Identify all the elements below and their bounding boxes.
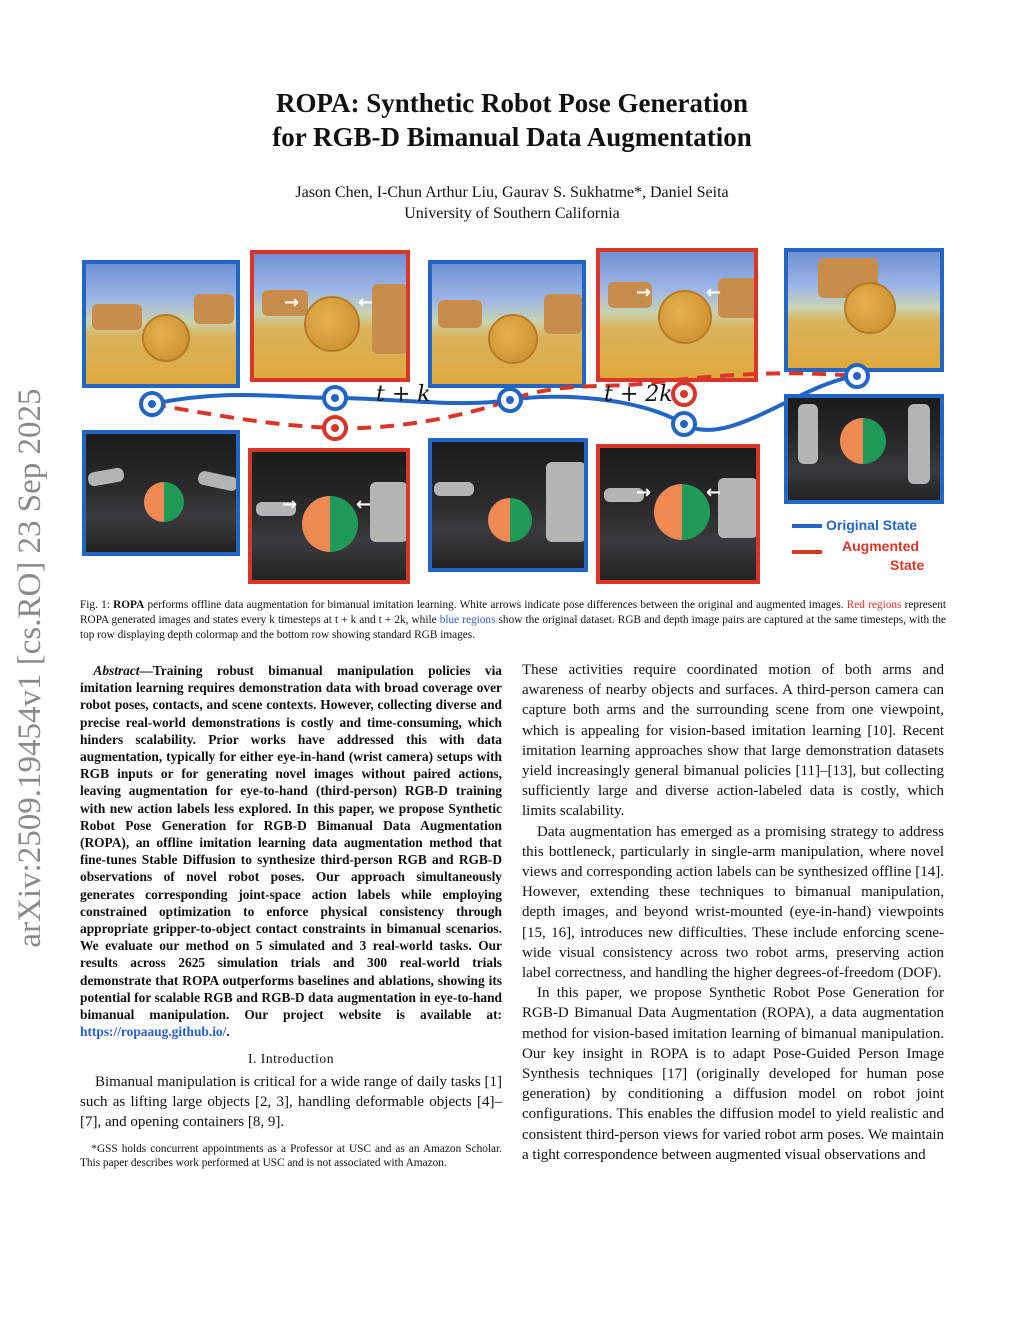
section-heading-introduction: I. Introduction bbox=[247, 1051, 335, 1067]
arrow-right-icon: → bbox=[636, 482, 652, 503]
caption-red-regions: Red regions bbox=[846, 599, 902, 611]
left-column bbox=[80, 662, 502, 1170]
body-paragraph-2: Data augmentation has emerged as a promising strategy to address this bottleneck, particularly in single-arm manipulation, where novel views and corresponding action labels can be synthesized offline [14]. However, extending these techniques to bimanual manipulation, depth images, and beyond wrist-mounted (eye-in-hand) viewpoints [15, 16], introduces new difficulties. These include enforcing scene-wide visual consistency across two robot arms, preserving action label correctness, and handling the higher degrees-of-freedom (DOF). bbox=[522, 823, 944, 982]
node-original bbox=[324, 387, 346, 409]
title-line-2: for RGB-D Bimanual Data Augmentation bbox=[272, 122, 752, 152]
project-website-link[interactable]: https://ropaaug.github.io/ bbox=[80, 1024, 227, 1040]
arrow-right-icon: → bbox=[282, 494, 298, 515]
footnote: *GSS holds concurrent appointments as a Professor at USC and as an Amazon Scholar. This paper describes work performed at USC and is not associated with Amazon. bbox=[80, 1143, 502, 1170]
figure-legend bbox=[786, 514, 946, 580]
title-line-1: ROPA: Synthetic Robot Pose Generation bbox=[276, 88, 748, 118]
node-augmented bbox=[673, 383, 695, 405]
intro-paragraph: Bimanual manipulation is critical for a wide range of daily tasks [1] such as lifting large objects [2, 3], handling deformable objects [4]–[7], and opening containers [8, 9]. bbox=[80, 1073, 502, 1131]
label-t-plus-k: t + k bbox=[376, 382, 431, 407]
node-original bbox=[141, 393, 163, 415]
rgb-panel-augmented-2 bbox=[596, 444, 760, 584]
legend-augmented-label-2: State bbox=[890, 557, 925, 573]
arrow-left-icon: ← bbox=[706, 482, 722, 503]
caption-text-2: represent ROPA generated images and states every k timesteps at t + k and t + 2k, while bbox=[80, 599, 946, 626]
legend-augmented-label-1: Augmented bbox=[842, 538, 919, 554]
body-paragraph-1: These activities require coordinated motion of both arms and awareness of nearby objects and surfaces. A third-person camera can capture both arms and the surrounding scene from one viewpoint, which is appealing for vision-based imitation learning [10]. Recent imitation learning approaches show that large demonstration datasets yield increasingly general bimanual policies [11]–[13], but collecting sufficiently large and diverse action-labeled data is costly, which limits scalability. bbox=[522, 662, 944, 820]
arrow-right-icon: → bbox=[636, 282, 652, 303]
arrow-left-icon: ← bbox=[358, 292, 374, 313]
node-augmented bbox=[324, 417, 346, 439]
caption-text-1: performs offline data augmentation for bimanual imitation learning. White arrows indicate pose differences between the original and augmented images. bbox=[144, 599, 847, 611]
paper-title bbox=[200, 86, 824, 154]
legend-augmented-swatch bbox=[792, 550, 822, 554]
node-original bbox=[673, 413, 695, 435]
caption-text-3: show the original dataset. RGB and depth image pairs are captured at the same timesteps, with the top row displaying depth colormap and the bottom row showing standard RGB images. bbox=[80, 614, 947, 641]
abstract-end: . bbox=[226, 1024, 230, 1040]
body-paragraph-3: In this paper, we propose Synthetic Robot Pose Generation for RGB-D Bimanual Data Augmentation (ROPA), a data augmentation method for vision-based imitation learning of bimanual manipulation. Our key insight in ROPA is to adapt Pose-Guided Person Image Synthesis techniques [17] (originally developed for human pose generation) by conditioning a diffusion model on robot joint configurations. This enables the diffusion model to yield realistic and consistent third-person views for varied robot arm poses. We maintain a tight correspondence between augmented visual observations and bbox=[522, 985, 944, 1163]
node-original bbox=[846, 365, 868, 387]
arrow-right-icon: → bbox=[284, 292, 300, 313]
rgb-panel-augmented-1 bbox=[248, 448, 410, 584]
arxiv-side-stamp: arXiv:2509.19454v1 [cs.RO] 23 Sep 2025 bbox=[12, 388, 48, 948]
caption-blue-regions: blue regions bbox=[439, 614, 496, 626]
caption-name: ROPA bbox=[113, 599, 145, 611]
legend-original-label: Original State bbox=[826, 517, 918, 533]
arrow-left-icon: ← bbox=[706, 282, 722, 303]
figure-1 bbox=[80, 248, 950, 588]
legend-original-swatch bbox=[792, 524, 822, 528]
authors: Jason Chen, I-Chun Arthur Liu, Gaurav S. Sukhatme*, Daniel Seita bbox=[295, 184, 729, 201]
figure-caption bbox=[80, 598, 946, 643]
affiliation: University of Southern California bbox=[404, 205, 620, 222]
rgb-panel-original-2 bbox=[428, 438, 588, 572]
caption-prefix: Fig. 1: bbox=[80, 599, 114, 611]
rgb-panel-original-3 bbox=[784, 394, 944, 504]
abstract-text: —Training robust bimanual manipulation policies via imitation learning requires demonstration data with broad coverage over robot poses, contacts, and scene contexts. However, collecting diverse and precise real-world demonstrations is costly and time-consuming, which hinders scalability. Prior works have addressed this with data augmentation, typically for either eye-in-hand (wrist camera) setups with RGB inputs or for generating novel images without paired actions, leaving augmentation for eye-to-hand (third-person) RGB-D training with new action labels less explored. In this paper, we propose Synthetic Robot Pose Generation for RGB-D Bimanual Data Augmentation (ROPA), an offline imitation learning data augmentation method that fine-tunes Stable Diffusion to synthesize third-person RGB and RGB-D observations of novel robot poses. Our approach simultaneously generates corresponding joint-space action labels while employing constrained optimization to enforce physical consistency through appropriate gripper-to-object contact constraints in bimanual scenarios. We evaluate our method on 5 simulated and 3 real-world tasks. Our results across 2625 simulation trials and 300 real-world trials demonstrate that ROPA outperforms baselines and ablations, showing its potential for scalable RGB and RGB-D data augmentation in eye-to-hand bimanual manipulation. Our project website is available at: bbox=[80, 663, 502, 1023]
right-column bbox=[522, 660, 944, 1165]
rgb-panel-original-1 bbox=[82, 430, 240, 556]
arrow-left-icon: ← bbox=[356, 494, 372, 515]
label-t-plus-2k: t + 2k bbox=[604, 382, 673, 407]
abstract-lead: Abstract bbox=[93, 663, 140, 678]
node-original bbox=[499, 389, 521, 411]
abstract bbox=[80, 662, 502, 1040]
